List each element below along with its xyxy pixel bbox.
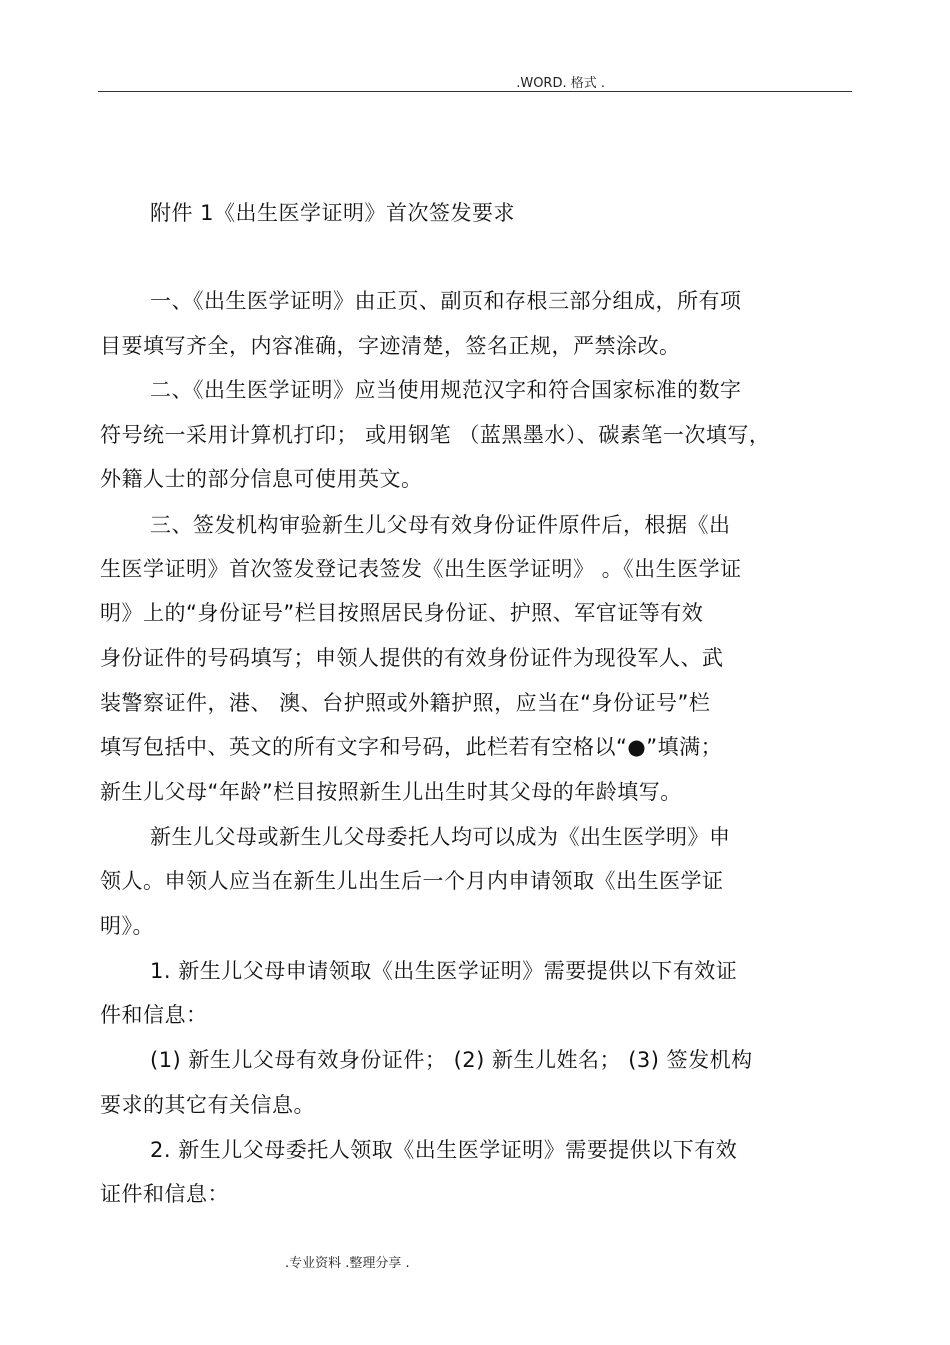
paragraph-line: 2. 新生儿父母委托人领取《出生医学证明》需要提供以下有效 [150,1138,738,1162]
paragraph-line: 一、《出生医学证明》由正页、副页和存根三部分组成，所有项 [150,289,742,313]
paragraph-line: 三、签发机构审验新生儿父母有效身份证件原件后，根据《出 [150,513,731,537]
paragraph-line: 要求的其它有关信息。 [100,1093,315,1117]
page-header: .WORD. 格式 . [516,76,605,91]
paragraph-line: 身份证件的号码填写；申领人提供的有效身份证件为现役军人、武 [100,646,724,670]
paragraph-line: 领人。申领人应当在新生儿出生后一个月内申请领取《出生医学证 [100,869,724,893]
page-footer: .专业资料 .整理分享 . [285,1256,410,1271]
paragraph-line: (1) 新生儿父母有效身份证件； (2) 新生儿姓名； (3) 签发机构 [150,1048,753,1072]
paragraph-line: 二、《出生医学证明》应当使用规范汉字和符合国家标准的数字 [150,378,742,402]
paragraph-line: 1. 新生儿父母申请领取《出生医学证明》需要提供以下有效证 [150,959,738,983]
header-rule [98,91,852,92]
paragraph-line: 件和信息： [100,1003,208,1027]
paragraph-line: 证件和信息： [100,1182,229,1206]
paragraph-line: 外籍人士的部分信息可使用英文。 [100,467,423,491]
paragraph-line: 新生儿父母或新生儿父母委托人均可以成为《出生医学明》申 [150,825,731,849]
paragraph-line: 符号统一采用计算机打印； 或用钢笔 （蓝黑墨水）、碳素笔一次填写， [100,423,771,447]
paragraph-line: 目要填写齐全，内容准确，字迹清楚，签名正规，严禁涂改。 [100,334,681,358]
paragraph-line: 明》。 [100,914,154,938]
paragraph-line: 装警察证件，港、 澳、台护照或外籍护照，应当在“身份证号”栏 [100,691,711,715]
paragraph-line: 新生儿父母“年龄”栏目按照新生儿出生时其父母的年龄填写。 [100,780,682,804]
paragraph-line: 生医学证明》首次签发登记表签发《出生医学证明》 。《出生医学证 [100,557,742,581]
paragraph-line: 明》上的“身份证号”栏目按照居民身份证、护照、军官证等有效 [100,601,704,625]
paragraph-line: 填写包括中、英文的所有文字和号码，此栏若有空格以“●”填满； [100,735,723,759]
document-title: 附件 1《出生医学证明》首次签发要求 [150,201,516,225]
